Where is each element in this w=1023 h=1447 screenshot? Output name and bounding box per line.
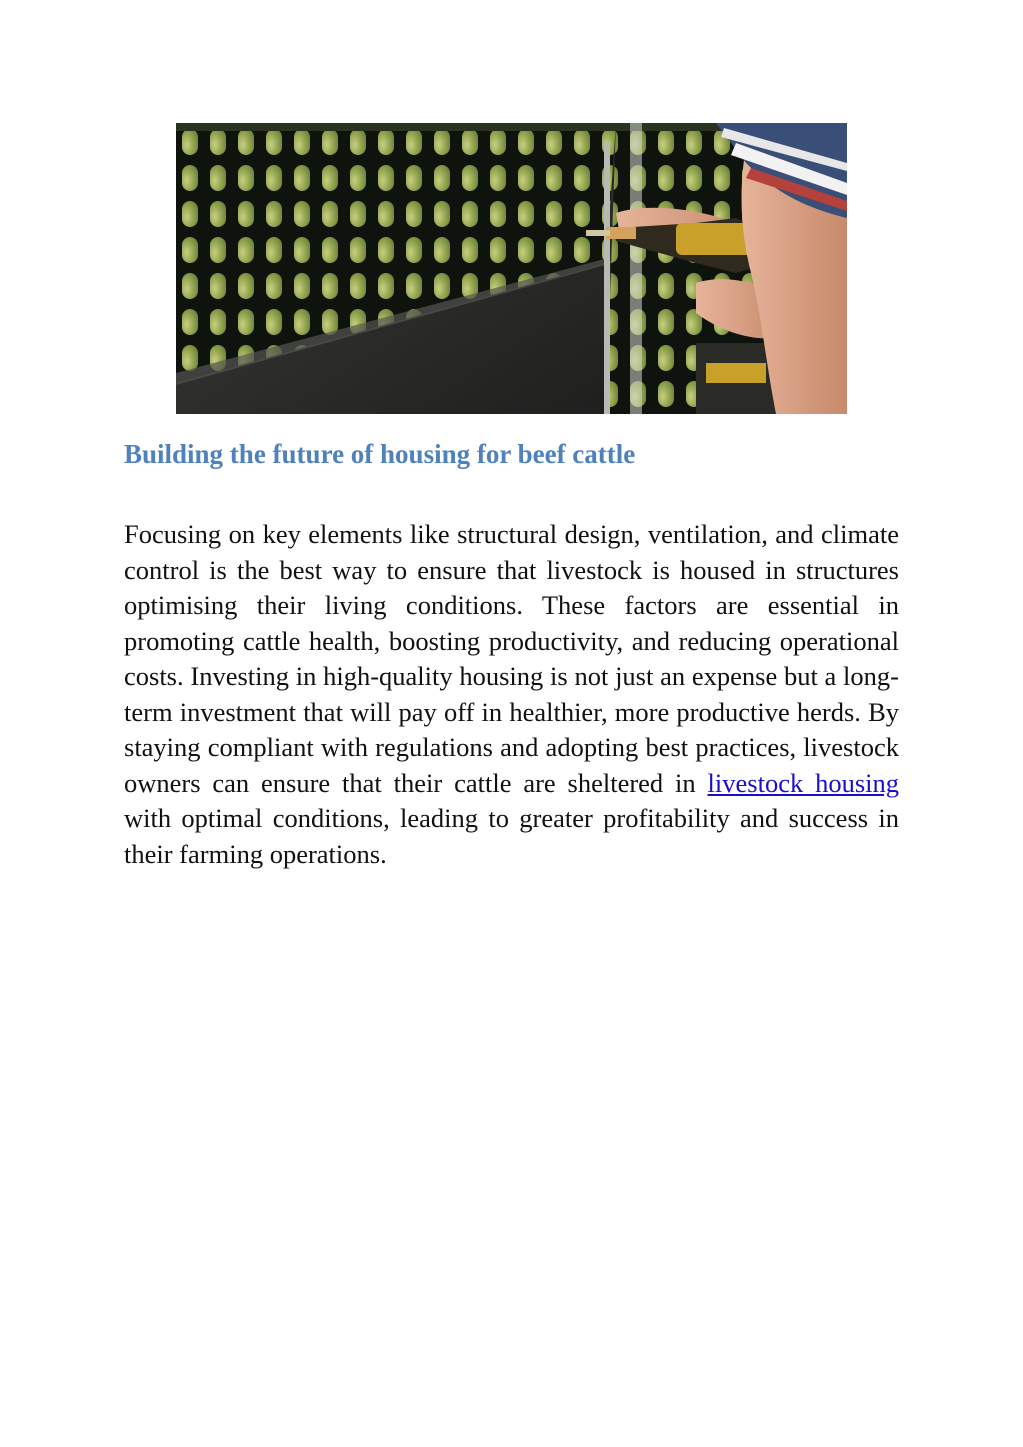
article-heading: Building the future of housing for beef cattle — [124, 439, 636, 469]
livestock-housing-link[interactable]: livestock housing — [707, 767, 899, 798]
paragraph-text-start: Focusing on key elements like structural design, ventilation, and climate control is the best way to ensure that livestock is housed in structures optimising their living conditions. These factors are essential in promoting cattle health, boosting productivity, and reducing operational costs. Investing in high-quality housing is not just an expense but a long-term investment that will pay off in healthier, more productive herds. By staying compliant with regulations and adopting best practices, livestock owners can ensure that their cattle are sheltered in — [124, 519, 899, 798]
fence-installation-photo — [176, 123, 847, 414]
article-paragraph — [124, 517, 899, 872]
paragraph-text-end: with optimal conditions, leading to greater profitability and success in their farming operations. — [124, 803, 899, 869]
